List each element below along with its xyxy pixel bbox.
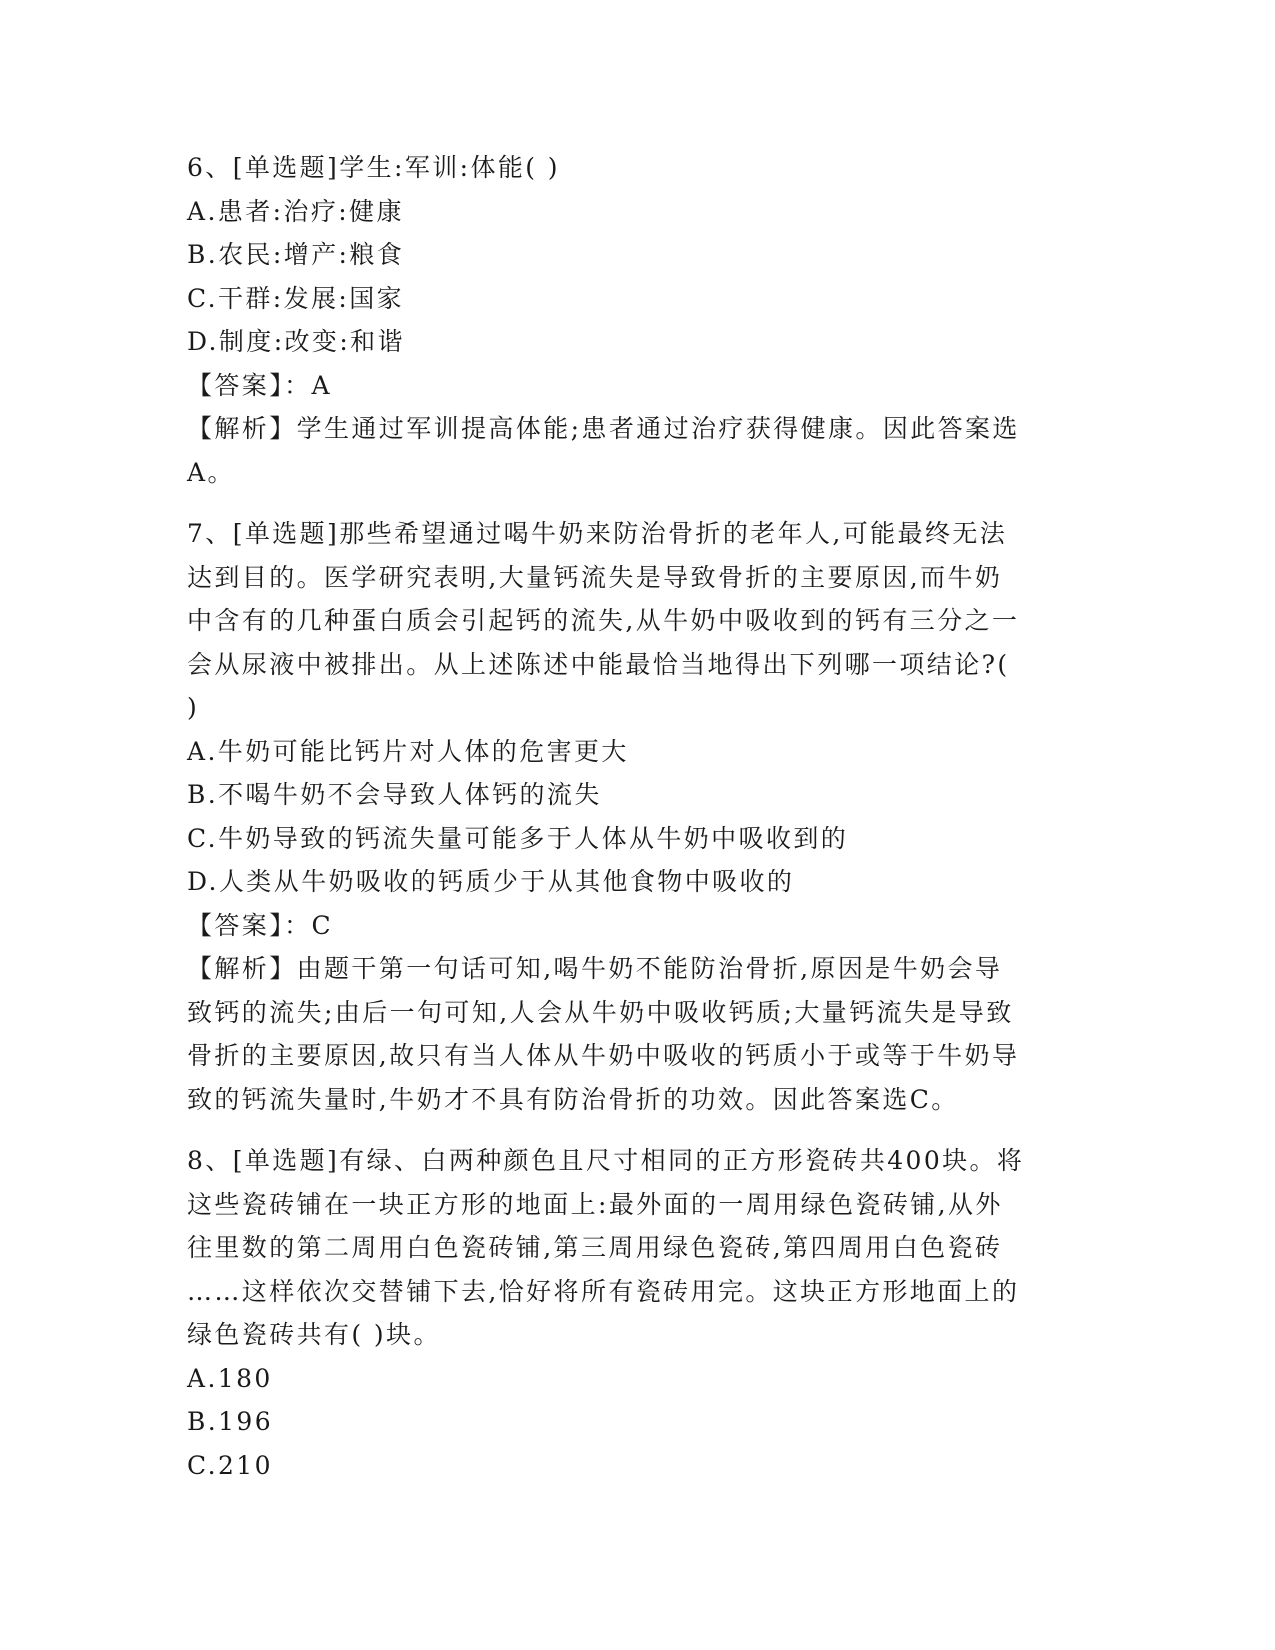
option-a: A.180 [187, 1363, 273, 1393]
answer: 【答案】：A [187, 370, 332, 400]
analysis-line: 致的钙流失量时,牛奶才不具有防治骨折的功效。因此答案选C。 [187, 1084, 959, 1114]
option-c: C.210 [187, 1450, 273, 1480]
question-stem: 中含有的几种蛋白质会引起钙的流失,从牛奶中吸收到的钙有三分之一 [187, 606, 1020, 635]
option-a: A.牛奶可能比钙片对人体的危害更大 [187, 736, 629, 766]
question-stem: ) [187, 693, 200, 722]
exam-content [187, 146, 1082, 1487]
question-6 [187, 146, 1082, 494]
analysis-line: 致钙的流失;由后一句可知,人会从牛奶中吸收钙质;大量钙流失是导致 [187, 997, 1014, 1027]
option-d: D.制度:改变:和谐 [187, 327, 405, 356]
question-stem: 会从尿液中被排出。从上述陈述中能最恰当地得出下列哪一项结论?( [187, 649, 1010, 679]
analysis-line: A。 [187, 457, 235, 487]
question-stem: 8、[单选题]有绿、白两种颜色且尺寸相同的正方形瓷砖共400块。将 [187, 1146, 1025, 1175]
question-stem: ……这样依次交替铺下去,恰好将所有瓷砖用完。这块正方形地面上的 [187, 1276, 1020, 1306]
answer: 【答案】：C [187, 910, 334, 940]
question-7 [187, 512, 1082, 1121]
question-stem: 绿色瓷砖共有( )块。 [187, 1320, 441, 1349]
question-stem: 6、[单选题]学生:军训:体能( ) [187, 153, 560, 182]
analysis-line: 【解析】学生通过军训提高体能;患者通过治疗获得健康。因此答案选 [187, 414, 1020, 443]
option-b: B.不喝牛奶不会导致人体钙的流失 [187, 780, 602, 809]
option-c: C.干群:发展:国家 [187, 283, 405, 313]
question-gap [187, 494, 1082, 512]
question-stem: 7、[单选题]那些希望通过喝牛奶来防治骨折的老年人,可能最终无法 [187, 519, 1008, 548]
option-c: C.牛奶导致的钙流失量可能多于人体从牛奶中吸收到的 [187, 823, 849, 853]
question-gap [187, 1121, 1082, 1139]
option-b: B.196 [187, 1407, 274, 1436]
question-stem: 达到目的。医学研究表明,大量钙流失是导致骨折的主要原因,而牛奶 [187, 562, 1003, 592]
option-b: B.农民:增产:粮食 [187, 240, 405, 269]
question-stem: 往里数的第二周用白色瓷砖铺,第三周用绿色瓷砖,第四周用白色瓷砖 [187, 1233, 1003, 1262]
analysis-line: 【解析】由题干第一句话可知,喝牛奶不能防治骨折,原因是牛奶会导 [187, 954, 1003, 983]
option-a: A.患者:治疗:健康 [187, 196, 404, 226]
question-stem: 这些瓷砖铺在一块正方形的地面上:最外面的一周用绿色瓷砖铺,从外 [187, 1189, 1003, 1219]
question-8 [187, 1139, 1082, 1487]
analysis-line: 骨折的主要原因,故只有当人体从牛奶中吸收的钙质小于或等于牛奶导 [187, 1041, 1020, 1070]
option-d: D.人类从牛奶吸收的钙质少于从其他食物中吸收的 [187, 867, 795, 896]
